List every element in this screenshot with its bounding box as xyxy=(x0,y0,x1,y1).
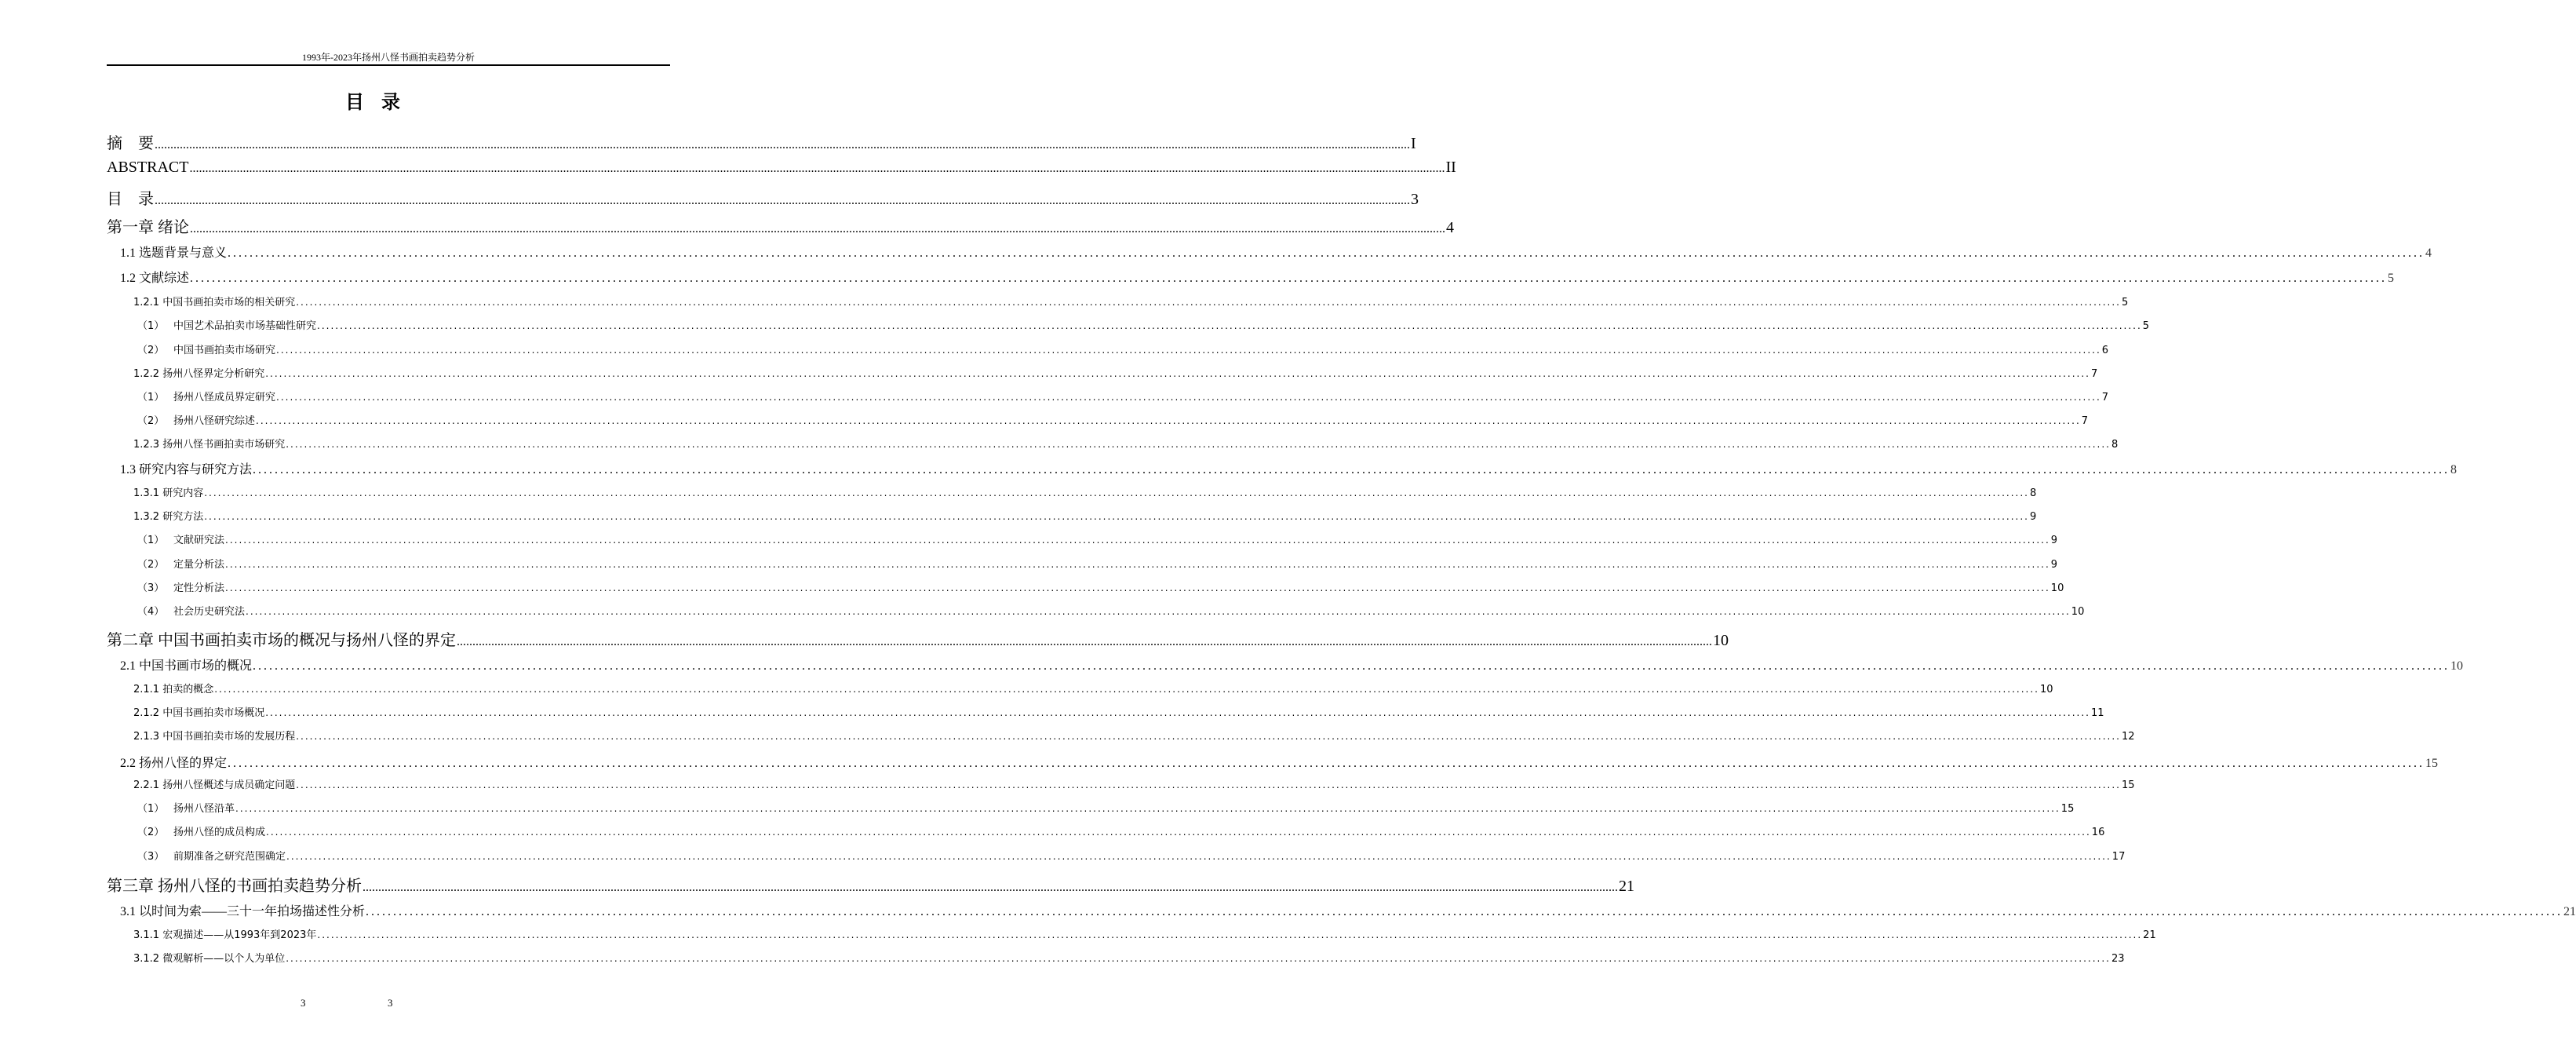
toc-entry-level-1[interactable] xyxy=(107,873,1634,896)
toc-entry-label xyxy=(133,926,316,941)
toc-leader-dots: ................................................................................................................................................................................................................................................................................................................................................................................................................ xyxy=(204,487,2029,498)
toc-entry-page-number: 8 xyxy=(2450,463,2458,476)
toc-entry-label xyxy=(133,776,295,791)
toc-entry-page-number: 3 xyxy=(1411,191,1419,208)
toc-entry-text: 2.1.3 中国书画拍卖市场的发展历程 xyxy=(133,731,296,743)
toc-entry-text: 扬州八怪成员界定研究 xyxy=(173,392,276,403)
toc-entry-label xyxy=(107,214,189,237)
toc-entry-number: （1） xyxy=(137,535,165,546)
toc-entry-text: 中国书画拍卖市场研究 xyxy=(173,345,276,356)
toc-leader-dots: ................................................................................................................................................................................................................................................................................................................................................................................................................ xyxy=(225,535,2050,546)
toc-entry-level-3[interactable] xyxy=(133,508,2037,523)
toc-entry-label xyxy=(107,873,362,896)
toc-leader-dots: ................................................................................................................................................................................................................................................................................................................................................................................................................ xyxy=(286,851,2111,862)
toc-entry-number: （1） xyxy=(137,392,165,403)
toc-leader-dots: ................................................................................................................................................................................................................................................................................................................................................................................................................ xyxy=(296,779,2121,790)
toc-entry-level-4[interactable] xyxy=(137,341,2109,356)
toc-entry-text: 1.2.3 扬州八怪书画拍卖市场研究 xyxy=(133,439,286,451)
toc-entry-text: 1.1 选题背景与意义 xyxy=(120,246,228,260)
toc-entry-label xyxy=(120,243,227,261)
toc-entry-number: （2） xyxy=(137,345,165,356)
toc-entry-page-number: 8 xyxy=(2111,439,2119,451)
toc-entry-level-4[interactable] xyxy=(137,389,2109,403)
toc-entry-level-4[interactable] xyxy=(137,800,2075,815)
toc-leader-dots: ................................................................................................................................................................................................................................................................................................................................................................................................................ xyxy=(190,222,1445,235)
toc-entry-number: （2） xyxy=(137,559,165,571)
footer-page-number-right: 3 xyxy=(388,997,393,1009)
toc-entry-page-number: 10 xyxy=(1713,632,1729,649)
toc-entry-label xyxy=(137,579,224,594)
toc-leader-dots: ................................................................................................................................................................................................................................................................................................................................................................................................................ xyxy=(155,138,1410,151)
toc-entry-level-4[interactable] xyxy=(137,603,2085,618)
toc-leader-dots: ................................................................................................................................................................................................................................................................................................................................................................................................................ xyxy=(286,439,2111,450)
toc-leader-dots: ................................................................................................................................................................................................................................................................................................................................................................................................................ xyxy=(214,684,2039,695)
toc-entry-level-1[interactable] xyxy=(107,159,1456,177)
toc-leader-dots: ................................................................................................................................................................................................................................................................................................................................................................................................................ xyxy=(296,731,2121,742)
toc-entry-label xyxy=(120,753,227,771)
toc-leader-dots: ................................................................................................................................................................................................................................................................................................................................................................................................................ xyxy=(204,511,2029,522)
toc-entry-number: （3） xyxy=(137,851,165,863)
toc-leader-dots: ................................................................................................................................................................................................................................................................................................................................................................................................................ xyxy=(296,297,2121,308)
toc-leader-dots: ................................................................................................................................................................................................................................................................................................................................................................................................................ xyxy=(253,659,2450,673)
toc-entry-level-4[interactable] xyxy=(137,412,2089,427)
toc-leader-dots: ................................................................................................................................................................................................................................................................................................................................................................................................................ xyxy=(286,953,2111,964)
toc-entry-level-3[interactable] xyxy=(133,681,2053,695)
toc-entry-text: 2.1 中国书画市场的概况 xyxy=(120,659,253,673)
toc-entry-text: 社会历史研究法 xyxy=(173,606,246,618)
toc-entry-page-number: 5 xyxy=(2388,272,2395,285)
toc-entry-page-number: 5 xyxy=(2122,297,2129,308)
toc-leader-dots: ................................................................................................................................................................................................................................................................................................................................................................................................................ xyxy=(265,707,2090,718)
toc-entry-page-number: 10 xyxy=(2450,659,2464,673)
toc-entry-number: （1） xyxy=(137,803,165,815)
toc-entry-page-number: 15 xyxy=(2425,757,2439,770)
toc-leader-dots: ................................................................................................................................................................................................................................................................................................................................................................................................................ xyxy=(235,803,2060,814)
toc-entry-level-4[interactable] xyxy=(137,317,2150,332)
toc-entry-number: （2） xyxy=(137,415,165,427)
toc-leader-dots: ................................................................................................................................................................................................................................................................................................................................................................................................................ xyxy=(317,320,2142,331)
toc-entry-label xyxy=(120,268,189,286)
toc-entry-label xyxy=(137,317,316,332)
toc-entry-text: ABSTRACT xyxy=(107,159,189,176)
toc-entry-label xyxy=(133,436,285,451)
toc-entry-label xyxy=(133,294,295,308)
toc-entry-level-3[interactable] xyxy=(133,436,2119,451)
toc-entry-page-number: 7 xyxy=(2101,392,2109,403)
toc-entry-label xyxy=(133,728,295,743)
toc-leader-dots: ................................................................................................................................................................................................................................................................................................................................................................................................................ xyxy=(246,606,2071,617)
toc-entry-page-number: 8 xyxy=(2030,487,2037,499)
toc-entry-label xyxy=(107,130,154,153)
toc-entry-text: 3.1 以时间为索——三十一年拍场描述性分析 xyxy=(120,905,366,918)
toc-leader-dots: ................................................................................................................................................................................................................................................................................................................................................................................................................ xyxy=(189,162,1445,175)
toc-entry-text: 前期准备之研究范围确定 xyxy=(173,851,286,863)
toc-entry-label xyxy=(137,556,224,571)
toc-entry-level-2[interactable] xyxy=(120,655,2464,674)
toc-entry-text: 扬州八怪沿革 xyxy=(173,803,235,815)
toc-entry-level-1[interactable] xyxy=(107,214,1454,237)
toc-title: 目录 xyxy=(345,91,417,113)
toc-entry-page-number: 9 xyxy=(2030,511,2037,523)
toc-entry-page-number: 6 xyxy=(2101,345,2109,356)
toc-entry-page-number: 10 xyxy=(2040,684,2053,695)
toc-entry-page-number: 21 xyxy=(1619,878,1634,895)
toc-entry-text: 1.3 研究内容与研究方法 xyxy=(120,463,253,476)
footer-page-number-left: 3 xyxy=(301,997,306,1009)
toc-entry-text: 定性分析法 xyxy=(173,582,225,594)
toc-leader-dots: ................................................................................................................................................................................................................................................................................................................................................................................................................ xyxy=(266,827,2091,838)
toc-entry-page-number: 4 xyxy=(2425,246,2432,260)
toc-entry-level-3[interactable] xyxy=(133,484,2037,499)
toc-entry-level-2[interactable] xyxy=(120,268,2395,286)
toc-entry-label xyxy=(120,901,365,919)
toc-entry-page-number: 12 xyxy=(2122,731,2135,743)
toc-leader-dots: ................................................................................................................................................................................................................................................................................................................................................................................................................ xyxy=(228,246,2425,260)
toc-entry-label xyxy=(137,603,245,618)
toc-leader-dots: ................................................................................................................................................................................................................................................................................................................................................................................................................ xyxy=(265,368,2090,379)
toc-entry-text: 中国艺术品拍卖市场基础性研究 xyxy=(173,320,317,332)
toc-entry-level-4[interactable] xyxy=(137,823,2105,838)
toc-entry-text: 第一章 绪论 xyxy=(107,219,189,236)
toc-entry-label xyxy=(137,531,224,546)
toc-entry-page-number: 9 xyxy=(2050,535,2058,546)
toc-entry-label xyxy=(137,412,255,427)
toc-entry-level-2[interactable] xyxy=(120,459,2458,477)
header-rule xyxy=(107,64,670,66)
toc-entry-text: 1.2 文献综述 xyxy=(120,272,190,285)
toc-leader-dots: ................................................................................................................................................................................................................................................................................................................................................................................................................ xyxy=(363,881,1618,894)
toc-entry-level-2[interactable] xyxy=(120,753,2439,771)
toc-entry-level-3[interactable] xyxy=(133,926,2156,941)
toc-entry-text: 1.3.2 研究方法 xyxy=(133,511,204,523)
toc-entry-text: 目 录 xyxy=(107,191,154,208)
toc-entry-page-number: 10 xyxy=(2071,606,2085,618)
toc-entry-label xyxy=(133,950,285,965)
toc-entry-label xyxy=(137,848,286,863)
toc-entry-label xyxy=(133,704,264,719)
toc-entry-page-number: 7 xyxy=(2081,415,2089,427)
toc-entry-label xyxy=(107,186,154,209)
toc-entry-text: 1.2.1 中国书画拍卖市场的相关研究 xyxy=(133,297,296,308)
toc-entry-page-number: 21 xyxy=(2563,905,2576,918)
toc-entry-number: （3） xyxy=(137,582,165,594)
toc-entry-text: 2.1.2 中国书画拍卖市场概况 xyxy=(133,707,265,719)
toc-entry-level-1[interactable] xyxy=(107,627,1729,650)
toc-entry-level-3[interactable] xyxy=(133,365,2098,380)
toc-leader-dots: ................................................................................................................................................................................................................................................................................................................................................................................................................ xyxy=(253,463,2450,476)
running-header: 1993年-2023年扬州八怪书画拍卖趋势分析 xyxy=(302,52,475,63)
toc-entry-text: 扬州八怪的成员构成 xyxy=(173,827,266,838)
toc-entry-level-3[interactable] xyxy=(133,728,2135,743)
toc-entry-label xyxy=(137,389,275,403)
toc-entry-level-4[interactable] xyxy=(137,848,2126,863)
toc-entry-text: 1.3.1 研究内容 xyxy=(133,487,204,499)
toc-entry-number: （2） xyxy=(137,827,165,838)
toc-leader-dots: ................................................................................................................................................................................................................................................................................................................................................................................................................ xyxy=(366,905,2563,918)
toc-leader-dots: ................................................................................................................................................................................................................................................................................................................................................................................................................ xyxy=(155,194,1410,207)
toc-entry-page-number: 11 xyxy=(2091,707,2104,719)
toc-entry-text: 2.2 扬州八怪的界定 xyxy=(120,757,228,770)
toc-entry-page-number: 7 xyxy=(2091,368,2098,380)
toc-entry-level-3[interactable] xyxy=(133,704,2104,719)
toc-leader-dots: ................................................................................................................................................................................................................................................................................................................................................................................................................ xyxy=(317,929,2143,940)
toc-entry-text: 定量分析法 xyxy=(173,559,225,571)
toc-leader-dots: ................................................................................................................................................................................................................................................................................................................................................................................................................ xyxy=(228,757,2425,770)
toc-entry-page-number: 5 xyxy=(2142,320,2150,332)
toc-entry-level-3[interactable] xyxy=(133,950,2125,965)
toc-entry-level-2[interactable] xyxy=(120,243,2432,261)
toc-entry-page-number: II xyxy=(1445,159,1456,176)
toc-entry-text: 2.1.1 拍卖的概念 xyxy=(133,684,214,695)
toc-entry-page-number: 15 xyxy=(2060,803,2075,815)
toc-entry-page-number: 10 xyxy=(2050,582,2064,594)
toc-leader-dots: ................................................................................................................................................................................................................................................................................................................................................................................................................ xyxy=(190,272,2388,285)
toc-entry-level-3[interactable] xyxy=(133,294,2129,308)
toc-entry-number: （1） xyxy=(137,320,165,332)
toc-entry-text: 3.1.2 微观解析——以个人为单位 xyxy=(133,953,286,965)
toc-entry-text: 1.2.2 扬州八怪界定分析研究 xyxy=(133,368,265,380)
toc-entry-page-number: 16 xyxy=(2091,827,2105,838)
toc-entry-label xyxy=(137,800,235,815)
toc-entry-page-number: I xyxy=(1411,135,1416,152)
toc-entry-label xyxy=(133,681,213,695)
toc-entry-level-1[interactable] xyxy=(107,130,1416,153)
toc-entry-level-4[interactable] xyxy=(137,579,2064,594)
toc-entry-level-4[interactable] xyxy=(137,531,2058,546)
toc-entry-label xyxy=(133,365,264,380)
toc-entry-page-number: 23 xyxy=(2111,953,2125,965)
toc-entry-label xyxy=(120,655,252,674)
toc-entry-level-3[interactable] xyxy=(133,776,2135,791)
toc-entry-text: 2.2.1 扬州八怪概述与成员确定问题 xyxy=(133,779,296,791)
toc-leader-dots: ................................................................................................................................................................................................................................................................................................................................................................................................................ xyxy=(276,345,2101,356)
toc-entry-level-1[interactable] xyxy=(107,186,1419,209)
toc-leader-dots: ................................................................................................................................................................................................................................................................................................................................................................................................................ xyxy=(256,415,2081,426)
toc-entry-label xyxy=(107,627,456,650)
toc-leader-dots: ................................................................................................................................................................................................................................................................................................................................................................................................................ xyxy=(225,559,2050,570)
toc-entry-text: 第三章 扬州八怪的书画拍卖趋势分析 xyxy=(107,878,362,895)
toc-entry-text: 摘 要 xyxy=(107,135,154,152)
toc-entry-level-2[interactable] xyxy=(120,901,2576,919)
toc-leader-dots: ................................................................................................................................................................................................................................................................................................................................................................................................................ xyxy=(276,392,2101,403)
toc-entry-page-number: 4 xyxy=(1446,219,1454,236)
toc-entry-text: 扬州八怪研究综述 xyxy=(173,415,256,427)
toc-entry-level-4[interactable] xyxy=(137,556,2058,571)
toc-entry-text: 文献研究法 xyxy=(173,535,225,546)
toc-leader-dots: ................................................................................................................................................................................................................................................................................................................................................................................................................ xyxy=(225,582,2050,593)
toc-entry-label xyxy=(133,484,203,499)
toc-entry-label xyxy=(137,823,265,838)
toc-entry-page-number: 21 xyxy=(2143,929,2156,941)
toc-entry-label xyxy=(137,341,275,356)
toc-entry-number: （4） xyxy=(137,606,165,618)
toc-entry-text: 3.1.1 宏观描述——从1993年到2023年 xyxy=(133,929,317,941)
toc-entry-text: 第二章 中国书画拍卖市场的概况与扬州八怪的界定 xyxy=(107,632,456,649)
toc-leader-dots: ................................................................................................................................................................................................................................................................................................................................................................................................................ xyxy=(457,635,1712,648)
toc-entry-page-number: 15 xyxy=(2122,779,2135,791)
toc-entry-page-number: 9 xyxy=(2050,559,2058,571)
toc-entry-page-number: 17 xyxy=(2111,851,2126,863)
toc-entry-label xyxy=(133,508,203,523)
toc-entry-label xyxy=(120,459,252,477)
toc-entry-label xyxy=(107,159,188,177)
